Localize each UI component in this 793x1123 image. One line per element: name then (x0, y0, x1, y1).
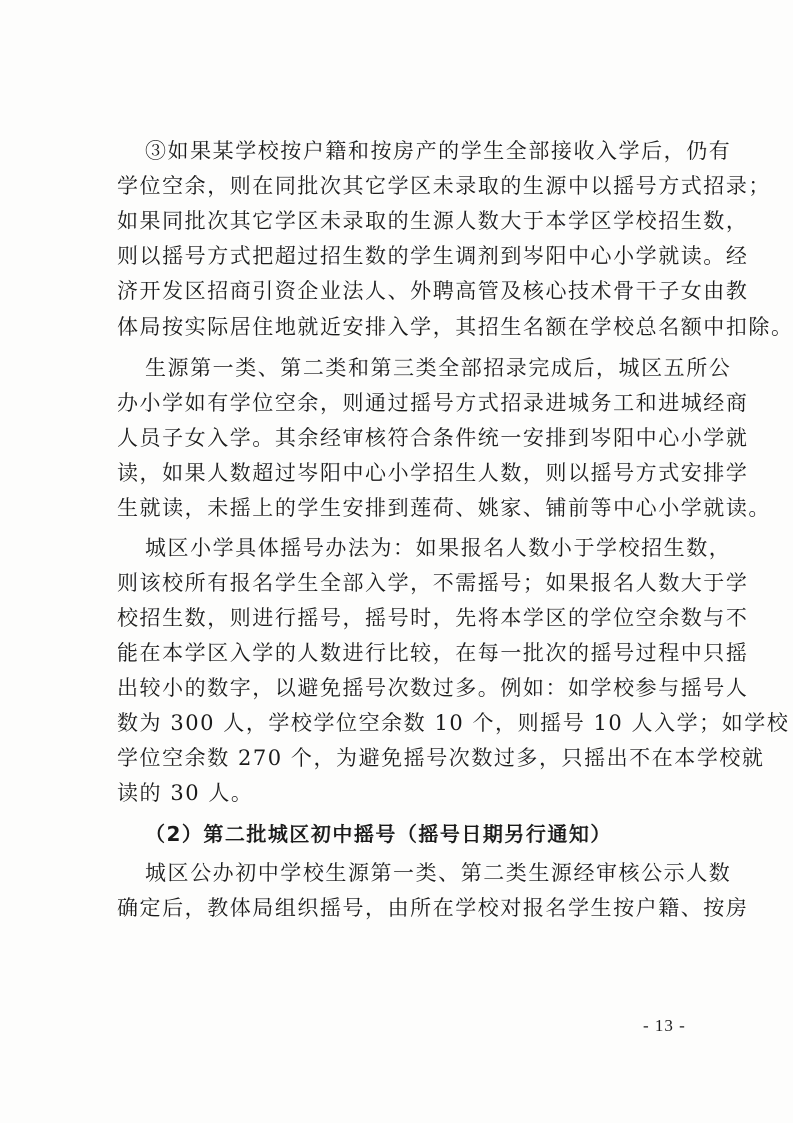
text-line: 出较小的数字，以避免摇号次数过多。例如：如学校参与摇号人 (117, 676, 749, 700)
text-line: 体局按实际居住地就近安排入学，其招生名额在学校总名额中扣除。 (117, 315, 793, 339)
text-line: 办小学如有学位空余，则通过摇号方式招录进城务工和进城经商 (117, 391, 749, 415)
text-line: 确定后，教体局组织摇号，由所在学校对报名学生按户籍、按房 (117, 896, 749, 920)
text-line: 读的 30 人。 (117, 781, 254, 805)
text-line: 能在本学区入学的人数进行比较，在每一批次的摇号过程中只摇 (117, 641, 749, 665)
text-line: 人员子女入学。其余经审核符合条件统一安排到岑阳中心小学就 (117, 426, 749, 450)
text-line: 城区小学具体摇号办法为：如果报名人数小于学校招生数， (145, 536, 732, 560)
text-line: 校招生数，则进行摇号，摇号时，先将本学区的学位空余数与不 (117, 606, 749, 630)
text-line: 读，如果人数超过岑阳中心小学招生人数，则以摇号方式安排学 (117, 461, 749, 485)
section-heading: （2）第二批城区初中摇号（摇号日期另行通知） (145, 822, 612, 846)
text-line: 则以摇号方式把超过招生数的学生调剂到岑阳中心小学就读。经 (117, 244, 749, 268)
text-line: 则该校所有报名学生全部入学，不需摇号；如果报名人数大于学 (117, 571, 749, 595)
text-line: 数为 300 人，学校学位空余数 10 个，则摇号 10 人入学；如学校 (117, 711, 790, 735)
text-line: 城区公办初中学校生源第一类、第二类生源经审核公示人数 (145, 861, 732, 885)
text-line: 济开发区招商引资企业法人、外聘高管及核心技术骨干子女由教 (117, 279, 749, 303)
page-number: - 13 - (643, 1016, 686, 1035)
text-line: ③如果某学校按户籍和按房产的学生全部接收入学后，仍有 (145, 139, 732, 163)
text-line: 生源第一类、第二类和第三类全部招录完成后，城区五所公 (145, 356, 732, 380)
text-line: 生就读，未摇上的学生安排到莲荷、姚家、铺前等中心小学就读。 (117, 496, 771, 520)
text-line: 学位空余数 270 个，为避免摇号次数过多，只摇出不在本学校就 (117, 746, 765, 770)
text-line: 学位空余，则在同批次其它学区未录取的生源中以摇号方式招录； (117, 174, 771, 198)
text-line: 如果同批次其它学区未录取的生源人数大于本学区学校招生数， (117, 209, 749, 233)
